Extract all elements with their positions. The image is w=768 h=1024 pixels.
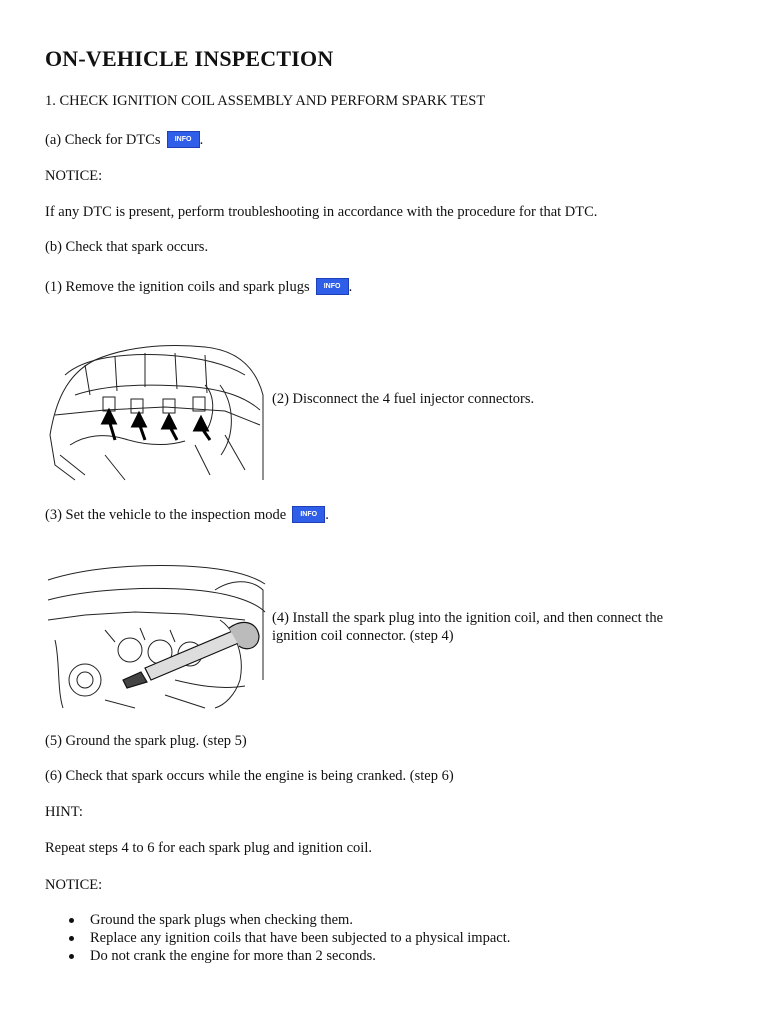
list-item: Do not crank the engine for more than 2 seconds. bbox=[45, 947, 510, 965]
notice-label-2: NOTICE: bbox=[45, 877, 103, 893]
notice-label: NOTICE: bbox=[45, 168, 103, 184]
section-heading: 1. CHECK IGNITION COIL ASSEMBLY AND PERFORM SPARK TEST bbox=[45, 93, 486, 109]
step-4-line-2: ignition coil connector. (step 4) bbox=[272, 628, 454, 644]
notice-text: If any DTC is present, perform troubleshooting in accordance with the procedure for that DTC. bbox=[45, 204, 598, 220]
step-3 bbox=[45, 506, 329, 524]
hint-label: HINT: bbox=[45, 804, 83, 820]
notice-list bbox=[45, 911, 510, 965]
step-6: (6) Check that spark occurs while the engine is being cranked. (step 6) bbox=[45, 768, 454, 784]
step-a bbox=[45, 131, 203, 149]
step-b: (b) Check that spark occurs. bbox=[45, 239, 209, 255]
step-5: (5) Ground the spark plug. (step 5) bbox=[45, 733, 247, 749]
page-title: ON-VEHICLE INSPECTION bbox=[45, 46, 334, 71]
spark-plug-illustration bbox=[45, 560, 267, 710]
info-button[interactable]: INFO bbox=[292, 506, 325, 523]
step-a-period: . bbox=[199, 132, 204, 148]
step-a-text: (a) Check for DTCs bbox=[45, 132, 161, 148]
step-1 bbox=[45, 278, 352, 296]
step-1-text: (1) Remove the ignition coils and spark plugs bbox=[45, 279, 310, 295]
hint-text: Repeat steps 4 to 6 for each spark plug and ignition coil. bbox=[45, 840, 372, 856]
step-3-text: (3) Set the vehicle to the inspection mode bbox=[45, 507, 287, 523]
fuel-injector-illustration bbox=[45, 335, 267, 483]
step-2: (2) Disconnect the 4 fuel injector connectors. bbox=[272, 391, 535, 407]
step-4-line-1: (4) Install the spark plug into the ignition coil, and then connect the bbox=[272, 610, 664, 626]
info-button[interactable]: INFO bbox=[316, 278, 349, 295]
info-button[interactable]: INFO bbox=[167, 131, 200, 148]
step-1-period: . bbox=[348, 279, 353, 295]
list-item: Replace any ignition coils that have been subjected to a physical impact. bbox=[45, 929, 510, 947]
step-3-period: . bbox=[325, 507, 329, 523]
list-item: Ground the spark plugs when checking them. bbox=[45, 911, 510, 929]
step-4 bbox=[272, 609, 663, 645]
